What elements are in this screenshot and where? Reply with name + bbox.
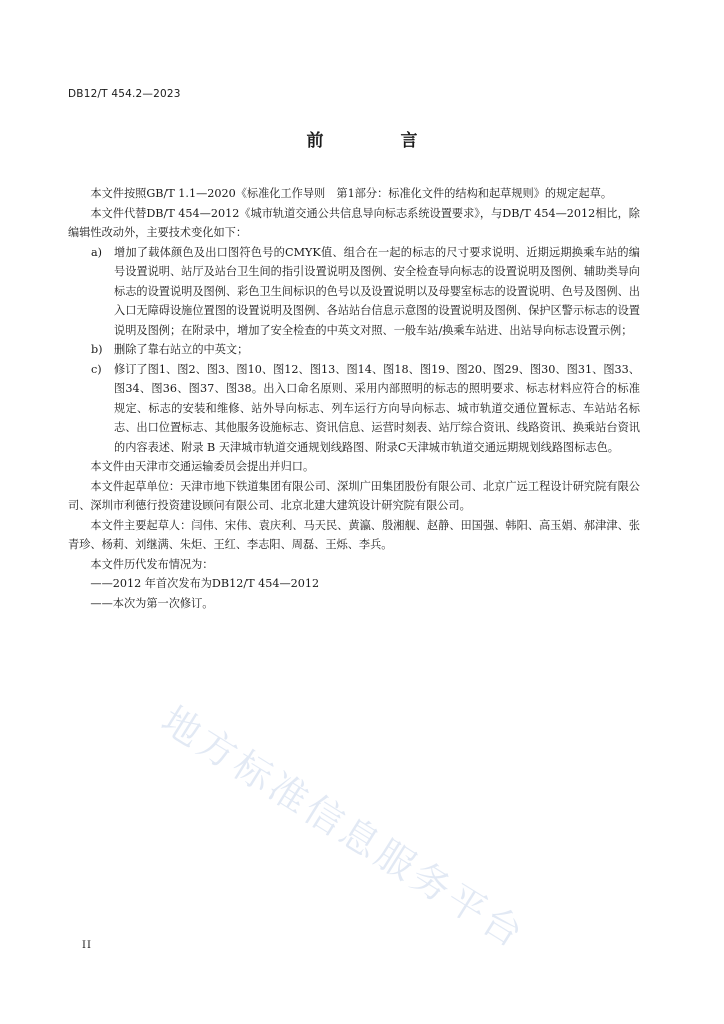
page-title: 前 言 bbox=[306, 131, 448, 151]
document-body bbox=[68, 184, 640, 613]
list-marker: b) bbox=[91, 343, 103, 356]
list-item bbox=[91, 360, 640, 458]
list-item-text: 删除了靠右站立的中英文； bbox=[114, 343, 249, 356]
paragraph-replacement: 本文件代替DB/T 454—2012《城市轨道交通公共信息导向标志系统设置要求》，与DB/T 454—2012相比，除编辑性改动外，主要技术变化如下： bbox=[68, 206, 640, 239]
list-item-text: 增加了载体颜色及出口图符色号的CMYK值、组合在一起的标志的尺寸要求说明、近期远期换乘车站的编号设置说明、站厅及站台卫生间的指引设置说明及图例、安全检查导向标志的设置说明及图例、辅助类导向标志的设置说明及图例、彩色卫生间标识的色号以及设置说明以及母婴室标志的设置说明、色号及图例、出入口无障碍设施位置图的设置说明及图例、各站站台信息示意图的设置说明及图例、保护区警示标志的设置说明及图例；在附录中，增加了安全检查的中英文对照、一般车站/换乘车站进、出站导向标志设置示例； bbox=[114, 245, 640, 337]
list-marker: c) bbox=[91, 362, 102, 376]
list-marker: a) bbox=[91, 245, 103, 259]
history-item: ——本次为第一次修订。 bbox=[90, 596, 214, 610]
paragraph-drafting-units: 本文件起草单位：天津市地下铁道集团有限公司、深圳广田集团股份有限公司、北京广远工程设计研究院有限公司、深圳市利德行投资建设顾问有限公司、北京北建大建筑设计研究院有限公司。 bbox=[68, 479, 640, 512]
document-code: DB12/T 454.2—2023 bbox=[68, 88, 181, 100]
changes-list bbox=[68, 243, 640, 458]
page-number: II bbox=[82, 940, 92, 951]
history-item: ——2012 年首次发布为DB12/T 454—2012 bbox=[90, 577, 320, 590]
paragraph-history-intro: 本文件历代发布情况为： bbox=[90, 557, 214, 571]
list-item-text: 修订了图1、图2、图3、图10、图12、图13、图14、图18、图19、图20、图29、图30、图31、图33、图34、图36、图37、图38。出入口命名原则、采用内部照明的标志的照明要求、标志材料应符合的标准规定、标志的安装和维修、站外导向标志、列车运行方向导向标志、城市轨道交通位置标志、车站站名标志、出口位置标志、其他服务设施标志、资讯信息、运营时刻表、站厅综合资讯、线路资讯、换乘站台资讯的内容表述、附录 B 天津城市轨道交通规划线路图、附录C天津城市轨道交通远期规划线路图标志色。 bbox=[114, 362, 640, 454]
paragraph-proposer: 本文件由天津市交通运输委员会提出并归口。 bbox=[90, 460, 315, 473]
paragraph-drafters: 本文件主要起草人：闫伟、宋伟、袁庆利、马天民、黄瀛、殷湘舰、赵静、田国强、韩阳、高玉娟、郝津津、张青珍、杨莉、刘继满、朱炬、王红、李志阳、周磊、王烁、李兵。 bbox=[68, 518, 640, 551]
paragraph-drafting-basis: 本文件按照GB/T 1.1—2020《标准化工作导则 第1部分：标准化文件的结构和起草规则》的规定起草。 bbox=[90, 187, 613, 200]
list-item bbox=[91, 243, 640, 341]
list-item bbox=[91, 340, 640, 360]
watermark: 地方标准信息服务平台 bbox=[153, 697, 534, 958]
